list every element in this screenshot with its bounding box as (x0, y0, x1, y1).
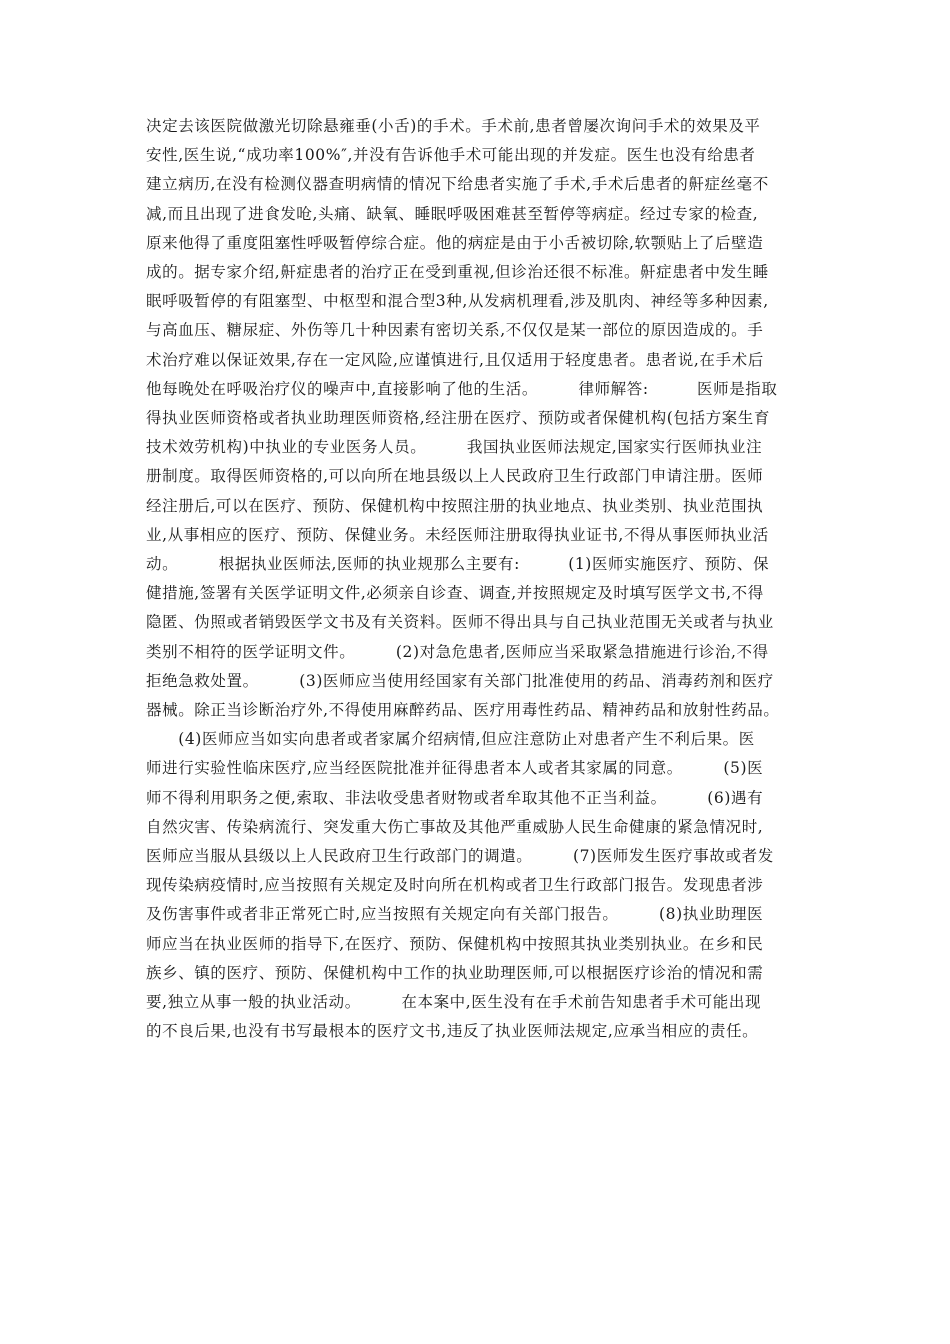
text-line: 师应当在执业医师的指导下,在医疗、预防、保健机构中按照其执业类别执业。在乡和民 (146, 934, 764, 953)
text-line: 术治疗难以保证效果,存在一定风险,应谨慎进行,且仅适用于轻度患者。患者说,在手术后 (146, 350, 764, 369)
text-line: 现传染病疫情时,应当按照有关规定及时向所在机构或者卫生行政部门报告。发现患者涉 (146, 876, 764, 895)
text-line: 成的。据专家介绍,鼾症患者的治疗正在受到重视,但诊治还很不标准。鼾症患者中发生睡 (146, 263, 769, 282)
text-line: 的不良后果,也没有书写最根本的医疗文书,违反了执业医师法规定,应承当相应的责任。 (146, 1022, 759, 1041)
text-line: 原来他得了重度阻塞性呼吸暂停综合症。他的病症是由于小舌被切除,软颚贴上了后壁造 (146, 233, 764, 252)
text-line: 器械。除正当诊断治疗外,不得使用麻醉药品、医疗用毒性药品、精神药品和放射性药品。 (146, 701, 780, 720)
text-line: (4)医师应当如实向患者或者家属介绍病情,但应注意防止对患者产生不利后果。医 (146, 730, 755, 749)
text-line: 得执业医师资格或者执业助理医师资格,经注册在医疗、预防或者保健机构(包括方案生育 (146, 409, 770, 428)
text-line: 安性,医生说,“成功率100%″,并没有告诉他手术可能出现的并发症。医生也没有给患者 (146, 146, 756, 165)
text-line: 健措施,签署有关医学证明文件,必须亲自诊查、调查,并按照规定及时填写医学文书,不得 (146, 584, 764, 603)
text-line: 要,独立从事一般的执业活动。 在本案中,医生没有在手术前告知患者手术可能出现 (146, 993, 762, 1012)
text-line: 拒绝急救处置。 (3)医师应当使用经国家有关部门批准使用的药品、消毒药剂和医疗 (146, 671, 774, 690)
text-line: 册制度。取得医师资格的,可以向所在地县级以上人民政府卫生行政部门申请注册。医师 (146, 467, 764, 486)
text-line: 医师应当服从县级以上人民政府卫生行政部门的调遣。 (7)医师发生医疗事故或者发 (146, 847, 774, 866)
text-line: 技术效劳机构)中执业的专业医务人员。 我国执业医师法规定,国家实行医师执业注 (146, 438, 763, 457)
text-line: 眠呼吸暂停的有阻塞型、中枢型和混合型3种,从发病机理看,涉及肌肉、神经等多种因素, (146, 292, 769, 311)
body-text (146, 112, 806, 1047)
text-line: 建立病历,在没有检测仪器查明病情的情况下给患者实施了手术,手术后患者的鼾症丝毫不 (146, 175, 769, 194)
text-line: 与高血压、糖尿症、外伤等几十种因素有密切关系,不仅仅是某一部位的原因造成的。手 (146, 321, 764, 340)
text-line: 动。 根据执业医师法,医师的执业规那么主要有: (1)医师实施医疗、预防、保 (146, 555, 770, 574)
text-line: 业,从事相应的医疗、预防、保健业务。未经医师注册取得执业证书,不得从事医师执业活 (146, 525, 769, 544)
text-line: 师进行实验性临床医疗,应当经医院批准并征得患者本人或者其家属的同意。 (5)医 (146, 759, 764, 778)
text-line: 减,而且出现了进食发呛,头痛、缺氧、睡眠呼吸困难甚至暂停等病症。经过专家的检查, (146, 204, 759, 223)
text-line: 类别不相符的医学证明文件。 (2)对急危患者,医师应当采取紧急措施进行诊治,不得 (146, 642, 769, 661)
text-line: 决定去该医院做激光切除悬雍垂(小舌)的手术。手术前,患者曾屡次询问手术的效果及平 (146, 117, 761, 135)
text-line: 族乡、镇的医疗、预防、保健机构中工作的执业助理医师,可以根据医疗诊治的情况和需 (146, 963, 764, 982)
text-line: 他每晚处在呼吸治疗仪的噪声中,直接影响了他的生活。 律师解答: 医师是指取 (146, 379, 778, 398)
text-line: 师不得利用职务之便,索取、非法收受患者财物或者牟取其他不正当利益。 (6)遇有 (146, 788, 764, 807)
text-line: 自然灾害、传染病流行、突发重大伤亡事故及其他严重威胁人民生命健康的紧急情况时, (146, 817, 764, 836)
text-line: 隐匿、伪照或者销毁医学文书及有关资料。医师不得出具与自己执业范围无关或者与执业 (146, 613, 774, 632)
text-line: 及伤害事件或者非正常死亡时,应当按照有关规定向有关部门报告。 (8)执业助理医 (146, 905, 764, 924)
text-line: 经注册后,可以在医疗、预防、保健机构中按照注册的执业地点、执业类别、执业范围执 (146, 496, 764, 515)
